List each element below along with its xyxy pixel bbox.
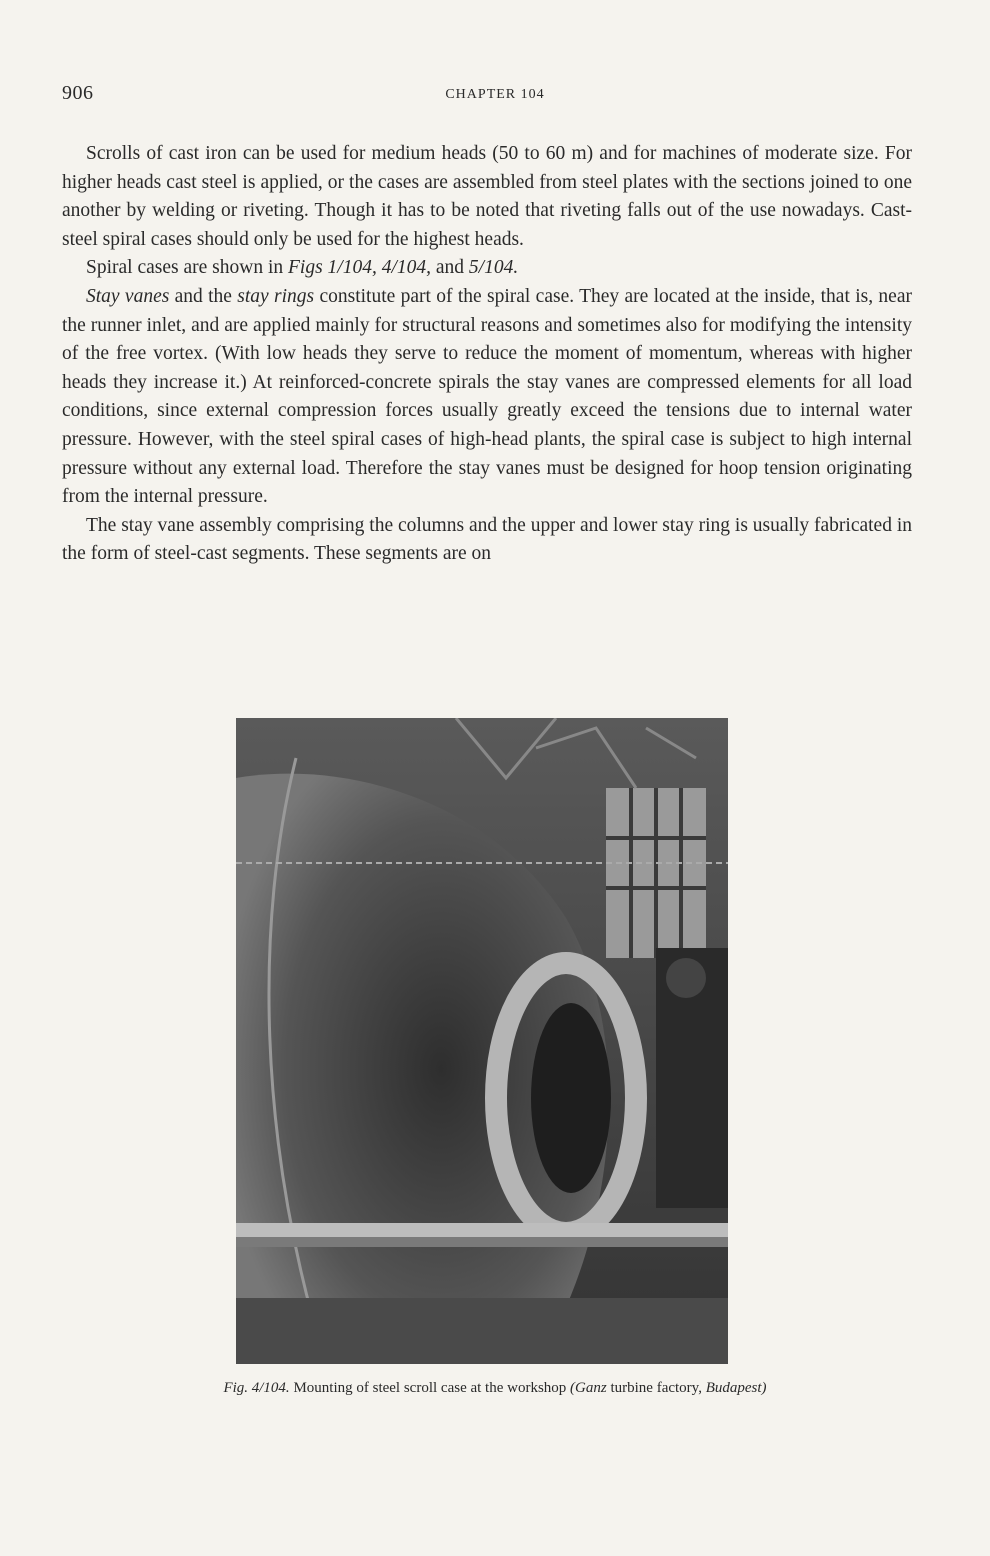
italic-text: Fig. 4/104. [223, 1380, 290, 1396]
text-run: and the [169, 285, 238, 307]
italic-text: stay rings [237, 285, 315, 307]
paragraph [62, 283, 912, 512]
italic-text: Figs 1/104, 4/104, [288, 257, 432, 279]
text-run: Spiral cases are shown in [86, 257, 288, 279]
body-text [62, 140, 912, 569]
figure-photo [236, 718, 728, 1364]
italic-text: 5/104. [468, 257, 519, 279]
text-run: and [431, 257, 469, 279]
text-run: constitute part of the spiral case. They are located at the inside, that is, near the runner inlet, and are applied mainly for structural reasons and sometimes also for modifying the intensity of the free vortex. (With low heads they serve to reduce the moment of momentum, whereas with higher heads they increase it.) At reinforced-concrete spirals the stay vanes are compressed elements for all load conditions, since external compression forces usually greatly exceed the tensions due to internal water pressure. However, with the steel spiral cases of high-head plants, the spiral case is subject to high internal pressure without any external load. Therefore the stay vanes must be designed for hoop tension originating from the internal pressure. [62, 285, 912, 508]
paragraph [62, 512, 912, 569]
italic-text: Budapest) [705, 1380, 767, 1396]
page-number: 906 [62, 82, 94, 104]
figure-caption [0, 1380, 990, 1397]
text-run: The stay vane assembly comprising the columns and the upper and lower stay ring is usually fabricated in the form of steel-cast segments. These segments are on [62, 514, 912, 565]
paragraph [62, 254, 912, 283]
italic-text: (Ganz [570, 1380, 607, 1396]
running-head: CHAPTER 104 [445, 87, 545, 102]
italic-text: Stay vanes [86, 285, 170, 307]
text-run: Scrolls of cast iron can be used for medium heads (50 to 60 m) and for machines of moderate size. For higher heads cast steel is applied, or the cases are assembled from steel plates with the sections joined to one another by welding or riveting. Though it has to be noted that riveting falls out of the use nowadays. Cast-steel spiral cases should only be used for the highest heads. [62, 143, 912, 250]
text-run: turbine factory, [606, 1380, 706, 1396]
paragraph [62, 140, 912, 254]
text-run: Mounting of steel scroll case at the workshop [289, 1380, 571, 1396]
